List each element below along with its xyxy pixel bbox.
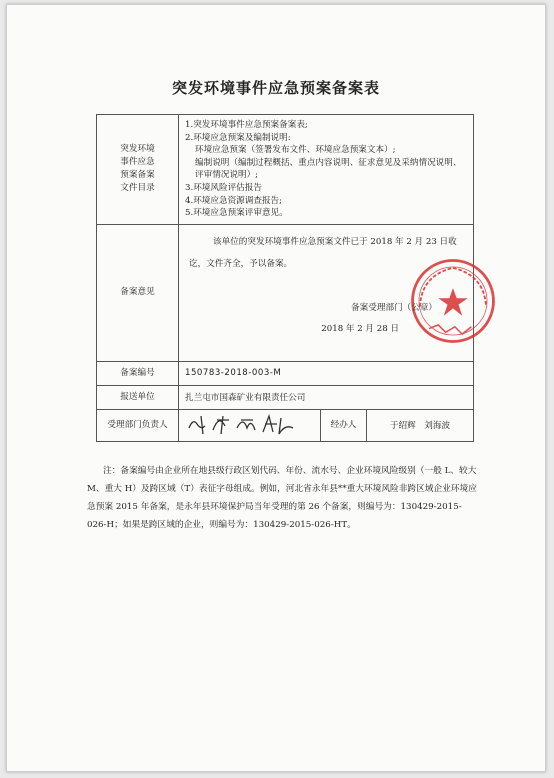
submitting-unit-value: 扎兰屯市国森矿业有限责任公司: [179, 385, 474, 409]
filing-department-label: 备案受理部门（公章）: [351, 302, 438, 313]
record-number-row: [97, 361, 474, 385]
list-item: 评审情况说明）;: [195, 170, 259, 181]
opinion-row: [97, 224, 474, 361]
page-title: 突发环境事件应急预案备案表: [171, 79, 380, 97]
file-list-label-line: 文件目录: [120, 183, 155, 194]
opinion-cell: [179, 224, 474, 361]
dept-head-label: 受理部门负责人: [97, 409, 179, 441]
handwritten-signature: [185, 410, 305, 438]
signature-row: [97, 409, 474, 441]
filing-form-table: [96, 114, 474, 442]
record-number-value: 150783-2018-003-M: [179, 361, 474, 385]
file-list-row: [97, 115, 474, 225]
opinion-label: 备案意见: [97, 224, 179, 361]
list-item: 编制说明（编制过程概括、重点内容说明、征求意见及采纳情况说明、: [195, 157, 462, 168]
submitting-unit-label: 报送单位: [97, 385, 179, 409]
list-item: 4.环境应急资源调查报告;: [185, 195, 283, 206]
filing-date: 2018 年 2 月 28 日: [321, 323, 400, 334]
submitting-unit-row: [97, 385, 474, 409]
file-list-label: [97, 115, 179, 225]
handler-label: 经办人: [321, 409, 367, 441]
list-item: 5.环境应急预案评审意见。: [185, 208, 288, 219]
dept-head-signature-cell: [179, 409, 321, 441]
list-item: 2.环境应急预案及编制说明:: [185, 132, 291, 143]
file-list-content: [179, 115, 474, 225]
record-number-label: 备案编号: [97, 361, 179, 385]
file-list-label-line: 突发环境: [120, 144, 155, 155]
list-item: 3.环境风险评估报告: [185, 182, 262, 193]
document-page: [6, 4, 546, 772]
file-list-label-line: 事件应急: [120, 157, 155, 168]
handler-names: 于绍辉 刘海波: [367, 409, 474, 441]
footnote: 注：备案编号由企业所在地县级行政区划代码、年份、流水号、企业环境风险级别（一般 L、较大 M、重大 H）及跨区域（T）表征字母组成。例如，河北省永年县**重大环境风险非跨区域企业环境应急预案 2015 年备案，是永年县环境保护局当年受理的第 26 个备案，则编号为：130429-2015-026-H；如果是跨区域的企业，则编号为：130429-2015-026-HT。: [87, 466, 477, 530]
opinion-text: 该单位的突发环境事件应急预案文件已于 2018 年 2 月 23 日收讫，文件齐全，予以备案。: [189, 236, 457, 269]
file-list-label-line: 预案备案: [120, 170, 155, 181]
list-item: 1.突发环境事件应急预案备案表;: [185, 120, 308, 130]
list-item: 环境应急预案（签署发布文件、环境应急预案文本）;: [195, 145, 396, 156]
